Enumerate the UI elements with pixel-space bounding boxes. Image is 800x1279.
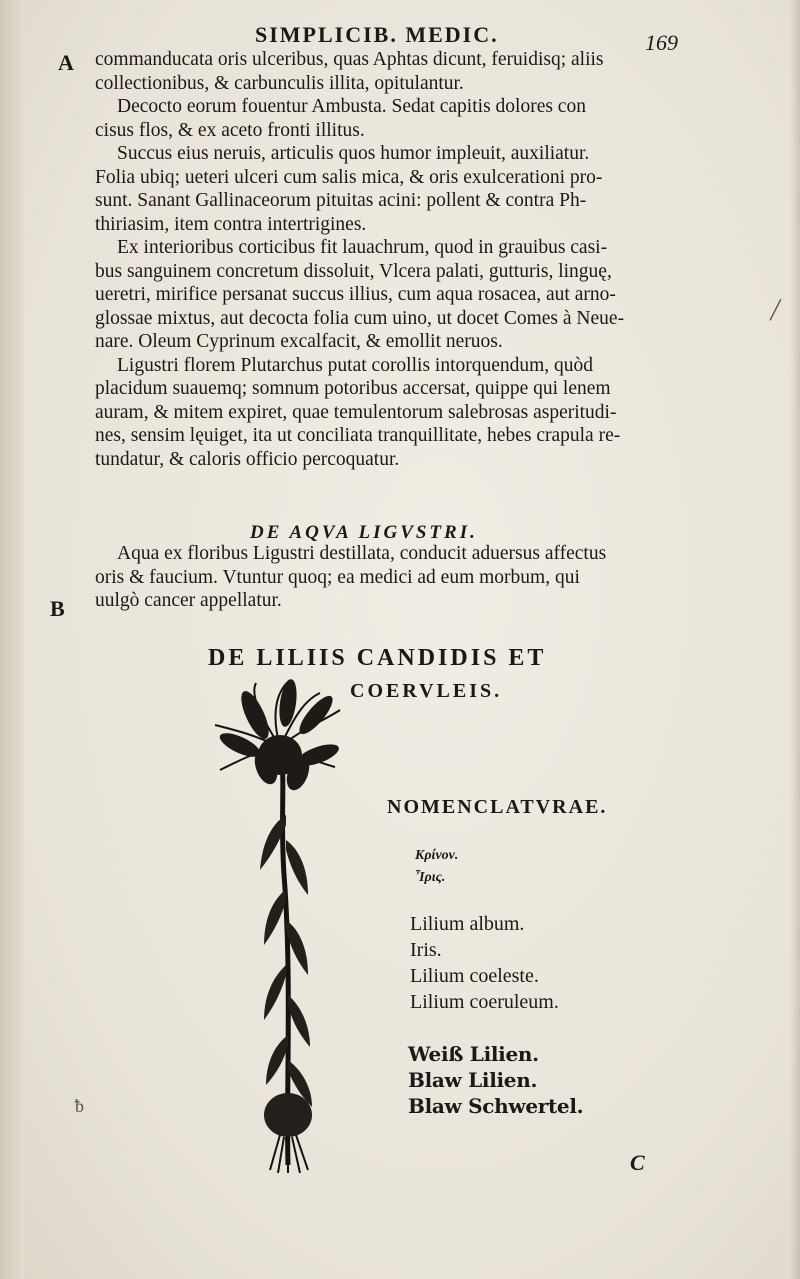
text-line: Folia ubiq; ueteri ulceri cum salis mica, & oris exulcerationi pro- [95,166,603,188]
text-line: Succus eius neruis, articulis quos humor impleuit, auxiliatur. [117,143,590,164]
lily-woodcut-illustration [200,675,370,1175]
text-line: thiriasim, item contra intertrigines. [95,213,367,235]
running-head: SIMPLICIB. MEDIC. [255,22,499,47]
text-line: ueretri, mirifice persanat succus illius, cum aqua rosacea, aut arno- [95,284,616,305]
text-line: sunt. Sanant Gallinaceorum pituitas acini: pollent & contra Ph- [95,190,587,211]
paragraph-3 [95,142,715,236]
german-name: Blaw Lilien. [408,1068,538,1092]
nomenclature-heading: NOMENCLATVRAE. [387,796,608,818]
paragraph-5 [95,354,715,472]
text-line: auram, & mitem expiret, quae temulentorum salebrosas asperitudi- [95,401,617,423]
margin-letter-a: A [58,50,74,75]
latin-name: Iris. [410,939,442,961]
book-spine-shadow [0,0,24,1279]
page-number: 169 [645,30,678,55]
text-line: bus sanguinem concretum dissoluit, Vlcera palati, gutturis, linguę, [95,260,612,282]
text-line: collectionibus, & carbunculis illita, opitulantur. [95,72,464,94]
page-edge-shadow [790,0,800,1279]
ink-mark: ╱ [770,300,781,320]
margin-letter-b: B [50,596,65,621]
subheading-aqua-ligustri: DE AQVA LIGVSTRI. [250,522,478,543]
greek-name: Κρίνον. [415,848,459,863]
text-line: Ligustri florem Plutarchus putat corollis intorquendum, quòd [117,354,594,376]
latin-name: Lilium album. [410,913,525,935]
latin-name: Lilium coeruleum. [410,991,559,1013]
text-line: commanducata oris ulceribus, quas Aphtas dicunt, feruidisq; aliis [95,49,604,70]
paragraph-4 [95,236,715,354]
text-line: tundatur, & caloris officio percoquatur. [95,448,400,470]
text-line: Ex interioribus corticibus fit lauachrum, quod in grauibus casi- [117,237,608,258]
ink-mark: ᵬ [75,1096,84,1116]
latin-name: Lilium coeleste. [410,965,539,987]
german-name: Blaw Schwertel. [408,1094,584,1118]
paragraph-6 [95,542,715,613]
text-line: uulgò cancer appellatur. [95,590,282,611]
catchword: C [630,1150,645,1175]
paragraph-1 [95,48,715,95]
greek-name: Ἶρις. [415,870,446,885]
text-line: Decocto eorum fouentur Ambusta. Sedat capitis dolores con [117,96,586,117]
text-line: cisus flos, & ex aceto fronti illitus. [95,119,365,141]
main-text-block [95,48,715,471]
text-line: oris & faucium. Vtuntur quoq; ea medici ad eum morbum, qui [95,566,580,588]
paragraph-2 [95,95,715,142]
aqua-text-block [95,542,715,613]
german-name: Weiß Lilien. [408,1042,539,1066]
text-line: Aqua ex floribus Ligustri destillata, conducit aduersus affectus [117,543,607,564]
text-line: glossae mixtus, aut decocta folia cum uino, ut docet Comes à Neue- [95,307,625,329]
text-line: nes, sensim lęuiget, ita ut conciliata tranquillitate, hebes crapula re- [95,425,621,446]
text-line: nare. Oleum Cyprinum excalfacit, & emollit neruos. [95,331,503,352]
text-line: placidum suauemq; somnum potoribus accersat, quippe qui lenem [95,378,611,399]
section-title-continued: COERVLEIS. [350,680,503,702]
section-title: DE LILIIS CANDIDIS ET [208,645,547,671]
